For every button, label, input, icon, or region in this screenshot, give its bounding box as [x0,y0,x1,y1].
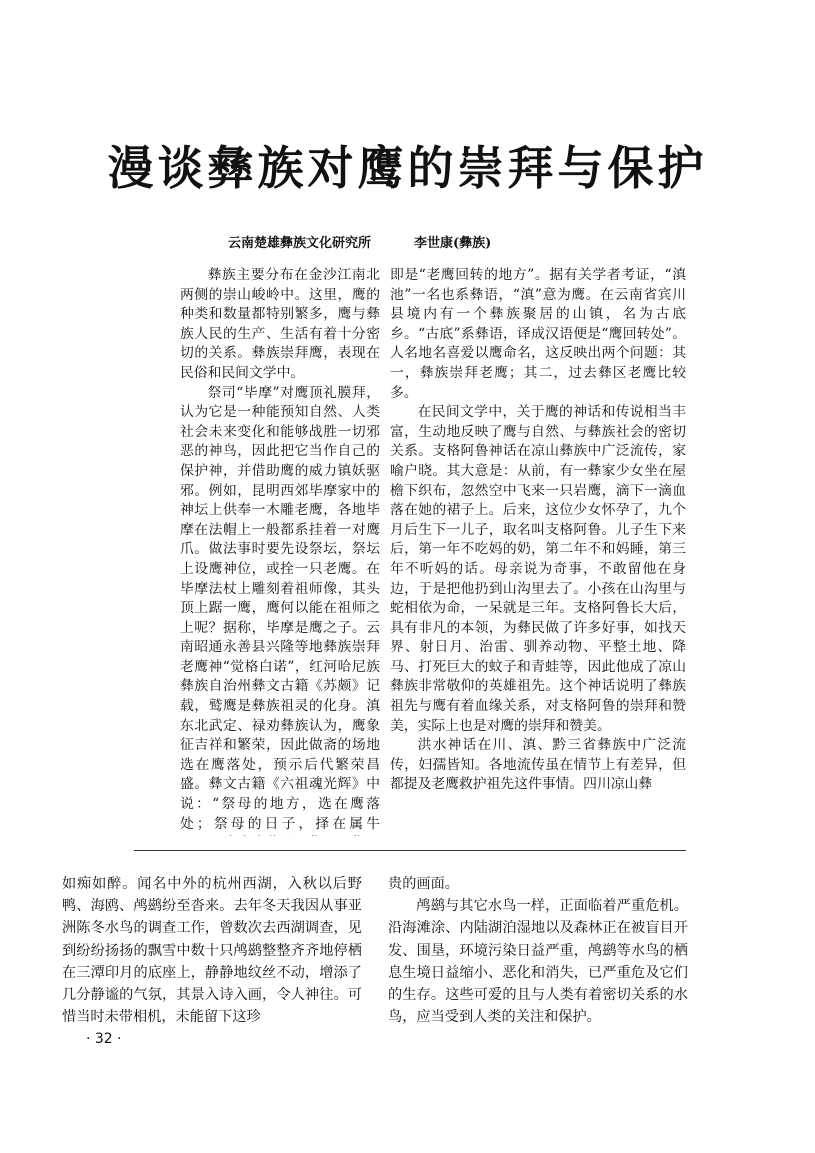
paragraph: 洪水神话在川、滇、黔三省彝族中广泛流传，妇孺皆知。各地流传虽在情节上有差异，但都提及老鹰救护祖先这件事情。四川凉山彝 [390,737,686,793]
article-title: 漫谈彝族对鹰的崇拜与保护 [107,141,708,195]
article-column-right [390,266,686,836]
paragraph: 祭司“毕摩”对鹰顶礼膜拜，认为它是一种能预知自然、人类社会未来变化和能够战胜一切邪恶的神鸟，因此把它当作自己的保护神，并借助鹰的威力镇妖驱邪。例如，昆明西郊毕摩家中的神坛上供奉一木雕老鹰，各地毕摩在法帽上一般都系挂着一对鹰爪。做法事时要先设祭坛，祭坛上设鹰神位，或拴一只老鹰。在毕摩法杖上雕刻着祖师像，其头顶上踞一鹰，鹰何以能在祖师之上呢？据称，毕摩是鹰之子。云南昭通永善县兴隆等地彝族崇拜老鹰神“觉格白诺”，红河哈尼族彝族自治州彝文古籍《苏颇》记载，鹫鹰是彝族祖灵的化身。滇东北武定、禄劝彝族认为，鹰象征吉祥和繁荣，因此做斋的场地选在鹰落处，预示后代繁荣昌盛。彝文古籍《六祖魂光辉》中说：“祭母的地方，选在鹰落处；祭母的日子，择在属牛 [180,384,380,832]
section-divider [134,850,686,851]
paragraph: 如痴如醉。闻名中外的杭州西湖，入秋以后野鸭、海鸥、鸬鹚纷至沓来。去年冬天我因从事亚洲陈冬水鸟的调查工作，曾数次去西湖调查，见到纷纷扬扬的飘雪中数十只鸬鹚整整齐齐地停栖在三潭印月的底座上，静静地纹丝不动，增添了几分静谧的气氛，其景入诗入画，令人神往。可惜当时未带相机，未能留下这珍 [62,876,362,1026]
author-name: 李世康(彝族) [414,236,492,251]
previous-article-column-left [62,873,362,1033]
paragraph: 即是“老鹰回转的地方”。据有关学者考证，“滇池”一名也系彝语，“滇”意为鹰。在云南省宾川县境内有一个彝族聚居的山镇，名为古底乡。“古底”系彝语，译成汉语便是“鹰回转处”。人名地名喜爱以鹰命名，这反映出两个问题：其一，彝族崇拜老鹰；其二，过去彝区老鹰比较多。 [390,267,686,401]
paragraph: 贵的画面。 [388,876,459,892]
paragraph: 在民间文学中，关于鹰的神话和传说相当丰富，生动地反映了鹰与自然、与彝族社会的密切关系。支格阿鲁神话在凉山彝族中广泛流传，家喻户晓。其大意是：从前，有一彝家少女坐在屋檐下织布，忽然空中飞来一只岩鹰，滴下一滴血落在她的裙子上。后来，这位少女怀孕了，九个月后生下一儿子，取名叫支格阿鲁。儿子生下来后，第一年不吃妈的奶，第二年不和妈睡，第三年不听妈的话。母亲说为奇事，不敢留他在身边，于是把他扔到山沟里去了。小孩在山沟里与蛇相依为命，一呆就是三年。支格阿鲁长大后，具有非凡的本领，为彝民做了许多好事，如找天界、射日月、治雷、驯养动物、平整土地、降马、打死巨大的蚊子和青蛙等，因此他成了凉山彝族非常敬仰的英雄祖先。这个神话说明了彝族祖先与鹰有着血缘关系，对支格阿鲁的崇拜和赞美，实际上也是对鹰的崇拜和赞美。 [390,404,686,734]
previous-article-column-right [388,873,688,1033]
author-affiliation: 云南楚雄彝族文化研究所 [228,236,372,251]
paragraph: 彝族主要分布在金沙江南北两侧的崇山峻岭中。这里，鹰的种类和数量都特别繁多，鹰与彝族人民的生产、生活有着十分密切的关系。彝族崇拜鹰，表现在民俗和民间文学中。 [180,267,380,381]
page-number: · 32 · [86,1031,122,1047]
paragraph: 鸬鹚与其它水鸟一样，正面临着严重危机。沿海滩涂、内陆湖泊湿地以及森林正在被盲目开发、围垦，环境污染日益严重，鸬鹚等水鸟的栖息生境日益缩小、恶化和消失，已严重危及它们的生存。这些可爱的且与人类有着密切关系的水鸟，应当受到人类的关注和保护。 [388,898,688,1026]
article-column-left [180,266,380,836]
